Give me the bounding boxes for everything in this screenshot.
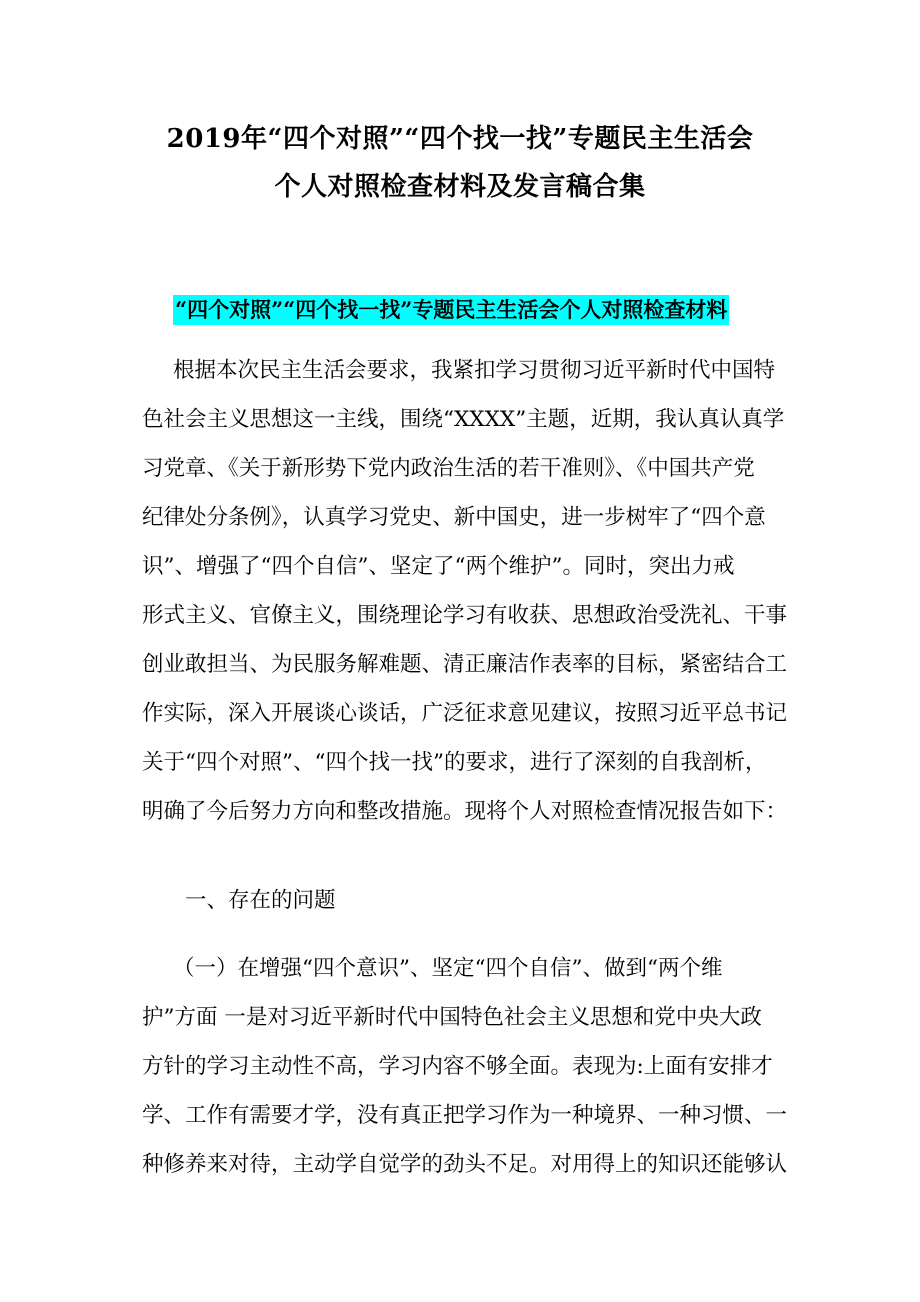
paragraph-line: 识”、增强了“四个自信”、坚定了“两个维护”。同时，突出力戒: [142, 554, 735, 579]
document-title-line-1: 2019年“四个对照”“四个找一找”专题民主生活会: [166, 124, 754, 154]
paragraph-line: （一）在增强“四个意识”、坚定“四个自信”、做到“两个维: [173, 956, 723, 981]
paragraph-line: 作实际，深入开展谈心谈话，广泛征求意见建议，按照习近平总书记: [142, 701, 788, 726]
document-title-line-2: 个人对照检查材料及发言稿合集: [274, 172, 646, 202]
paragraph-line: 形式主义、官僚主义，围绕理论学习有收获、思想政治受洗礼、干事: [142, 603, 788, 628]
subheading: 一、存在的问题: [185, 888, 336, 913]
paragraph-line: 关于“四个对照”、“四个找一找”的要求，进行了深刻的自我剖析，: [142, 750, 767, 775]
paragraph-line: 方针的学习主动性不高，学习内容不够全面。表现为:上面有安排才: [142, 1054, 773, 1079]
section-heading: “四个对照”“四个找一找”专题民主生活会个人对照检查材料: [173, 295, 729, 325]
paragraph-line: 护”方面 一是对习近平新时代中国特色社会主义思想和党中央大政: [142, 1005, 762, 1030]
paragraph-line: 种修养来对待，主动学自觉学的劲头不足。对用得上的知识还能够认: [142, 1152, 788, 1177]
paragraph-line: 学、工作有需要才学，没有真正把学习作为一种境界、一种习惯、一: [142, 1103, 788, 1128]
paragraph-line: 纪律处分条例》，认真学习党史、新中国史，进一步树牢了“四个意: [142, 505, 766, 530]
paragraph-line: 习党章、《关于新形势下党内政治生活的若干准则》、《中国共产党: [142, 456, 755, 481]
paragraph-line: 根据本次民主生活会要求，我紧扣学习贯彻习近平新时代中国特: [173, 358, 776, 383]
paragraph-line: 色社会主义思想这一主线，围绕“XXXX”主题，近期，我认真认真学: [142, 407, 785, 432]
paragraph-line: 创业敢担当、为民服务解难题、清正廉洁作表率的目标，紧密结合工: [142, 652, 788, 677]
paragraph-line: 明确了今后努力方向和整改措施。现将个人对照检查情况报告如下：: [142, 799, 788, 824]
